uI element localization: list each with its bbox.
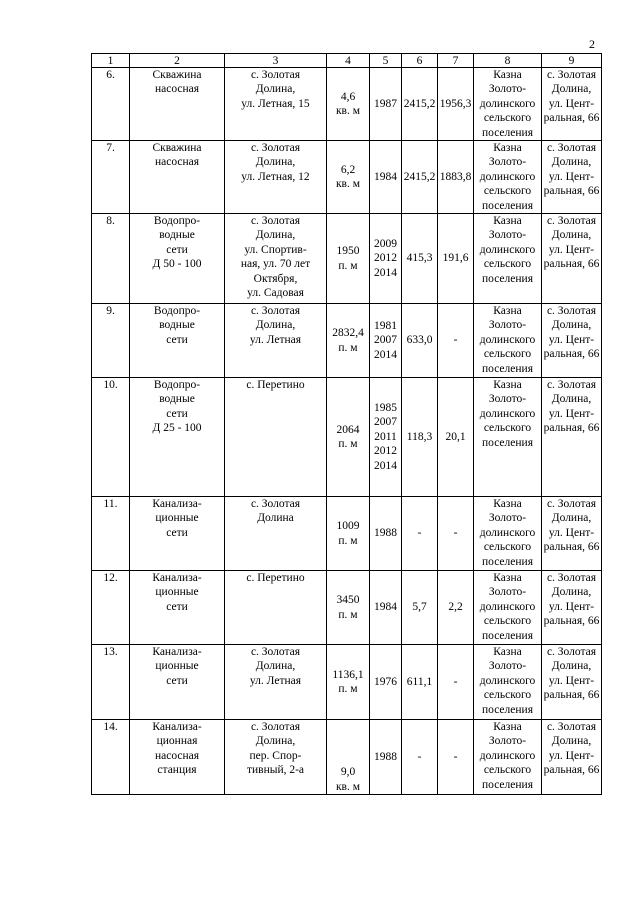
object-address: с. Золотая Долина, ул. Спортив- ная, ул. 70 лет Октября, ул. Садовая — [225, 214, 327, 304]
column-6-value: - — [402, 720, 438, 795]
column-6-value: 2415,2 — [402, 68, 438, 141]
column-header: 6 — [402, 54, 438, 68]
row-number: 13. — [92, 645, 130, 720]
object-owner: Казна Золото- долинского сельского поселения — [474, 720, 542, 795]
object-size: 2832,4 п. м — [327, 304, 370, 378]
column-7-value: - — [438, 304, 474, 378]
holder-address: с. Золотая Долина, ул. Цент- ральная, 66 — [542, 378, 602, 497]
object-size: 1950 п. м — [327, 214, 370, 304]
column-header: 3 — [225, 54, 327, 68]
object-size: 1136,1 п. м — [327, 645, 370, 720]
column-number-row — [92, 54, 602, 68]
object-address: с. Золотая Долина, ул. Летная, 15 — [225, 68, 327, 141]
row-number: 8. — [92, 214, 130, 304]
object-year: 1985 2007 2011 2012 2014 — [370, 378, 402, 497]
row-number: 11. — [92, 497, 130, 571]
object-name: Скважина насосная — [130, 68, 225, 141]
object-year: 1976 — [370, 645, 402, 720]
object-address: с. Золотая Долина, ул. Летная — [225, 645, 327, 720]
object-address: с. Перетино — [225, 378, 327, 497]
object-name: Канализа- ционные сети — [130, 645, 225, 720]
row-number: 12. — [92, 571, 130, 645]
table-row — [92, 304, 602, 378]
column-6-value: 118,3 — [402, 378, 438, 497]
object-name: Водопро- водные сети — [130, 304, 225, 378]
object-year: 1984 — [370, 571, 402, 645]
object-name: Канализа- ционные сети — [130, 571, 225, 645]
object-year: 1981 2007 2014 — [370, 304, 402, 378]
object-name: Водопро- водные сети Д 25 - 100 — [130, 378, 225, 497]
column-6-value: 415,3 — [402, 214, 438, 304]
object-address: с. Золотая Долина — [225, 497, 327, 571]
column-header: 5 — [370, 54, 402, 68]
column-header: 2 — [130, 54, 225, 68]
column-7-value: 20,1 — [438, 378, 474, 497]
holder-address: с. Золотая Долина, ул. Цент- ральная, 66 — [542, 720, 602, 795]
table-row — [92, 141, 602, 214]
object-owner: Казна Золото- долинского сельского поселения — [474, 68, 542, 141]
object-year: 1988 — [370, 720, 402, 795]
table-row — [92, 214, 602, 304]
column-7-value: - — [438, 720, 474, 795]
object-address: с. Золотая Долина, ул. Летная, 12 — [225, 141, 327, 214]
row-number: 10. — [92, 378, 130, 497]
row-number: 9. — [92, 304, 130, 378]
table-row — [92, 68, 602, 141]
object-year: 2009 2012 2014 — [370, 214, 402, 304]
column-7-value: - — [438, 645, 474, 720]
object-owner: Казна Золото- долинского сельского поселения — [474, 378, 542, 497]
table-row — [92, 645, 602, 720]
column-6-value: 611,1 — [402, 645, 438, 720]
object-address: с. Золотая Долина, пер. Спор- тивный, 2-а — [225, 720, 327, 795]
object-name: Скважина насосная — [130, 141, 225, 214]
row-number: 6. — [92, 68, 130, 141]
column-header: 1 — [92, 54, 130, 68]
table-row — [92, 571, 602, 645]
column-header: 9 — [542, 54, 602, 68]
holder-address: с. Золотая Долина, ул. Цент- ральная, 66 — [542, 68, 602, 141]
object-size: 9,0 кв. м — [327, 720, 370, 795]
holder-address: с. Золотая Долина, ул. Цент- ральная, 66 — [542, 645, 602, 720]
column-7-value: 1883,8 — [438, 141, 474, 214]
object-size: 3450 п. м — [327, 571, 370, 645]
object-size: 2064 п. м — [327, 378, 370, 497]
holder-address: с. Золотая Долина, ул. Цент- ральная, 66 — [542, 214, 602, 304]
row-number: 7. — [92, 141, 130, 214]
object-name: Канализа- ционная насосная станция — [130, 720, 225, 795]
object-size: 6,2 кв. м — [327, 141, 370, 214]
column-6-value: 633,0 — [402, 304, 438, 378]
column-7-value: 2,2 — [438, 571, 474, 645]
object-owner: Казна Золото- долинского сельского поселения — [474, 141, 542, 214]
table-row — [92, 497, 602, 571]
object-owner: Казна Золото- долинского сельского поселения — [474, 645, 542, 720]
object-name: Водопро- водные сети Д 50 - 100 — [130, 214, 225, 304]
holder-address: с. Золотая Долина, ул. Цент- ральная, 66 — [542, 497, 602, 571]
object-year: 1988 — [370, 497, 402, 571]
column-header: 4 — [327, 54, 370, 68]
table-row — [92, 378, 602, 497]
object-year: 1987 — [370, 68, 402, 141]
column-7-value: 191,6 — [438, 214, 474, 304]
table-row — [92, 720, 602, 795]
object-size: 4,6 кв. м — [327, 68, 370, 141]
object-address: с. Золотая Долина, ул. Летная — [225, 304, 327, 378]
column-7-value: - — [438, 497, 474, 571]
object-owner: Казна Золото- долинского сельского поселения — [474, 304, 542, 378]
object-address: с. Перетино — [225, 571, 327, 645]
holder-address: с. Золотая Долина, ул. Цент- ральная, 66 — [542, 141, 602, 214]
holder-address: с. Золотая Долина, ул. Цент- ральная, 66 — [542, 571, 602, 645]
object-name: Канализа- ционные сети — [130, 497, 225, 571]
object-year: 1984 — [370, 141, 402, 214]
holder-address: с. Золотая Долина, ул. Цент- ральная, 66 — [542, 304, 602, 378]
object-size: 1009 п. м — [327, 497, 370, 571]
object-owner: Казна Золото- долинского сельского поселения — [474, 497, 542, 571]
property-registry-table — [91, 53, 602, 795]
column-6-value: - — [402, 497, 438, 571]
column-header: 8 — [474, 54, 542, 68]
column-header: 7 — [438, 54, 474, 68]
row-number: 14. — [92, 720, 130, 795]
object-owner: Казна Золото- долинского сельского поселения — [474, 571, 542, 645]
column-6-value: 2415,2 — [402, 141, 438, 214]
page-number: 2 — [589, 37, 595, 51]
object-owner: Казна Золото- долинского сельского поселения — [474, 214, 542, 304]
column-7-value: 1956,3 — [438, 68, 474, 141]
column-6-value: 5,7 — [402, 571, 438, 645]
